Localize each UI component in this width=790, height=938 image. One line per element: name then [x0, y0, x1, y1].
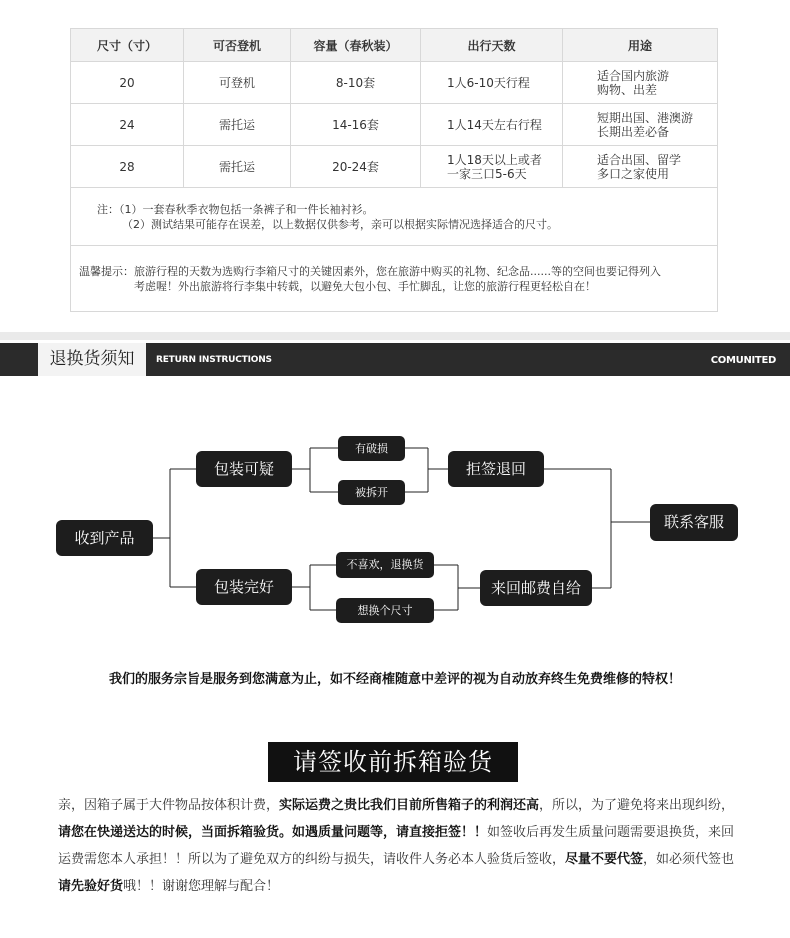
tip-cell [71, 246, 718, 312]
use-line: 适合出国、留学 [597, 152, 682, 167]
cell-days: 1人6-10天行程 [421, 62, 563, 104]
table-header-row [71, 29, 718, 62]
tip-line-1: 旅游行程的天数为选购行李箱尺寸的关键因素外，您在旅游中购买的礼物、纪念品......等的空间也要记得列入 [134, 264, 661, 278]
cell-capacity: 8-10套 [291, 62, 421, 104]
para-bold: 请您在快递送达的时候，当面拆箱验货。如遇质量问题等，请直接拒签！！ [58, 825, 488, 840]
section-title: 退换货须知 [38, 343, 146, 376]
para-text: 如签收后再发生质量问题需要退换货，来回运费需您本人承担！！所以为了避免双方的纠纷与损失，请收件人务必本人验货后签收， [58, 825, 735, 867]
tip-text [134, 264, 704, 294]
cell-board: 可登机 [184, 62, 291, 104]
flow-node-self-pay: 来回邮费自给 [480, 570, 592, 606]
table-tip-row [71, 246, 718, 312]
para-bold: 请先验好货 [58, 879, 124, 894]
cell-capacity: 20-24套 [291, 146, 421, 188]
cell-days [421, 146, 563, 188]
para-bold: 尽量不要代签 [565, 852, 644, 867]
tip-label: 温馨提示： [79, 264, 134, 278]
table-row [71, 62, 718, 104]
cell-board: 需托运 [184, 146, 291, 188]
col-header-days: 出行天数 [421, 29, 563, 62]
use-line: 购物、出差 [597, 82, 658, 97]
tip-line-2: 考虑喔！外出旅游将行李集中转载，以避免大包小包、手忙脚乱，让您的旅游行程更轻松自在！ [134, 279, 596, 293]
para-text: 亲，因箱子属于大件物品按体积计费， [58, 798, 280, 813]
use-line: 短期出国、港澳游 [597, 110, 694, 125]
col-header-use: 用途 [563, 29, 718, 62]
flow-node-dislike: 不喜欢，退换货 [336, 552, 434, 578]
flow-node-change-size: 想换个尺寸 [336, 598, 434, 623]
cell-capacity: 14-16套 [291, 104, 421, 146]
inspect-title: 请签收前拆箱验货 [268, 742, 518, 782]
cell-size: 24 [71, 104, 184, 146]
col-header-board: 可否登机 [184, 29, 291, 62]
flow-node-pack-doubt: 包装可疑 [196, 451, 292, 487]
cell-size: 28 [71, 146, 184, 188]
size-table [70, 28, 718, 312]
days-line: 一家三口5-6天 [447, 166, 527, 181]
cell-board: 需托运 [184, 104, 291, 146]
note-cell [71, 188, 718, 246]
note-line-2: （2）测试结果可能存在误差，以上数据仅供参考，亲可以根据实际情况选择适合的尺寸。 [122, 217, 558, 231]
use-line: 长期出差必备 [597, 124, 670, 139]
flow-node-contact: 联系客服 [650, 504, 738, 541]
brand-logo: COMUNITED [710, 355, 776, 366]
use-line: 适合国内旅游 [597, 68, 670, 83]
inspect-paragraph [58, 792, 738, 900]
para-text: 哦！！谢谢您理解与配合！ [123, 879, 280, 894]
flow-node-opened: 被拆开 [338, 480, 405, 505]
cell-use [563, 62, 718, 104]
days-line: 1人18天以上或者 [447, 152, 542, 167]
section-subtitle: RETURN INSTRUCTIONS [156, 355, 272, 365]
note-line-1: 注：（1）一套春秋季衣物包括一条裤子和一件长袖衬衫。 [97, 202, 374, 216]
flow-node-damaged: 有破损 [338, 436, 405, 461]
para-bold: 实际运费之贵比我们目前所售箱子的利润还高 [279, 798, 540, 813]
col-header-size: 尺寸（寸） [71, 29, 184, 62]
flow-node-refuse: 拒签退回 [448, 451, 544, 487]
flow-node-receive: 收到产品 [56, 520, 153, 556]
table-row [71, 146, 718, 188]
col-header-capacity: 容量（春秋装） [291, 29, 421, 62]
cell-use [563, 104, 718, 146]
table-row [71, 104, 718, 146]
table-note-row [71, 188, 718, 246]
para-text: ，如必须代签也 [643, 852, 735, 867]
cell-days: 1人14天左右行程 [421, 104, 563, 146]
use-line: 多口之家使用 [597, 166, 670, 181]
cell-use [563, 146, 718, 188]
cell-size: 20 [71, 62, 184, 104]
service-promise: 我们的服务宗旨是服务到您满意为止，如不经商榷随意中差评的视为自动放弃终生免费维修的特权！ [108, 672, 681, 687]
section-divider [0, 332, 790, 340]
para-text: ，所以，为了避免将来出现纠纷， [539, 798, 735, 813]
flow-node-pack-good: 包装完好 [196, 569, 292, 605]
